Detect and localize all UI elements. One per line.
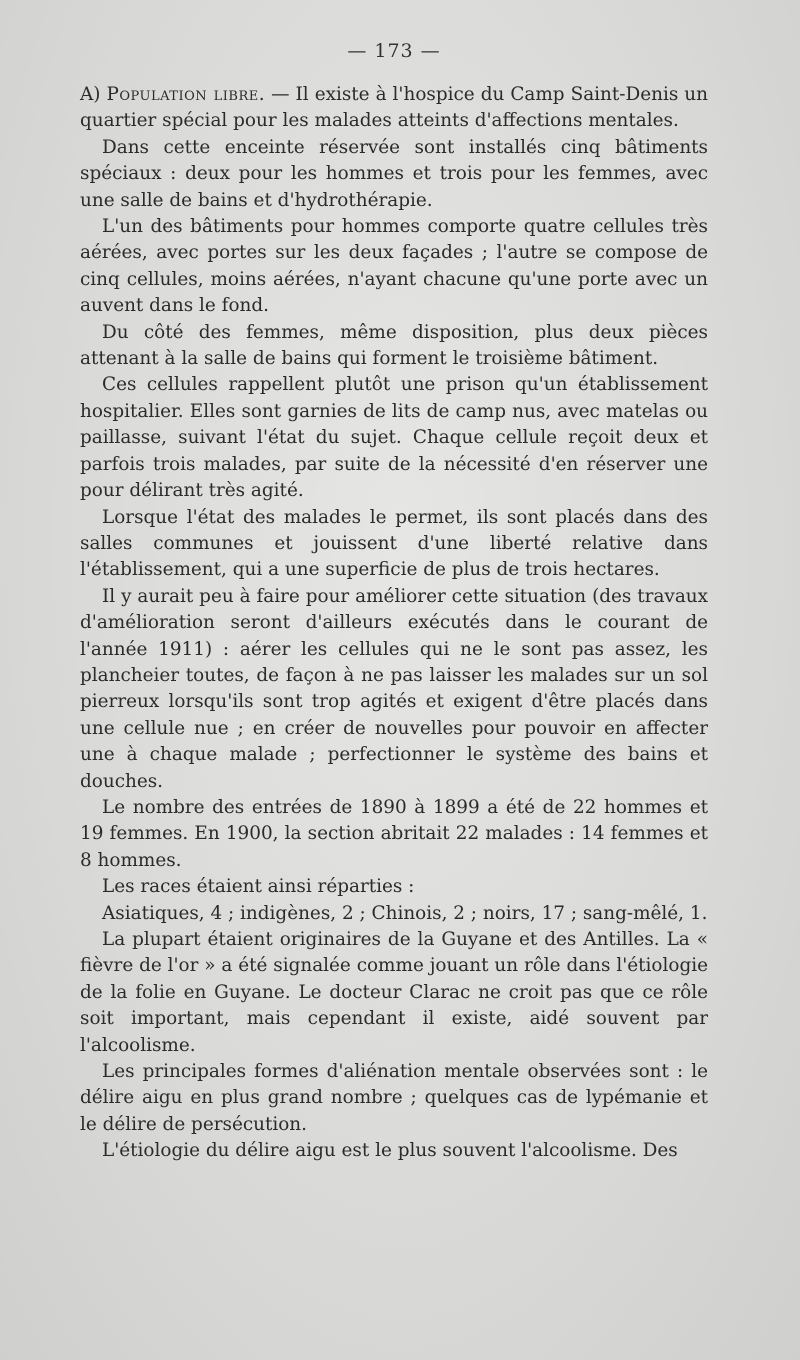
section-label: A) bbox=[80, 84, 107, 105]
page-number: — 173 — bbox=[347, 40, 441, 62]
paragraph-6: Il y aurait peu à faire pour améliorer cette situation (des travaux d'amélioration seront d'ailleurs exécutés dans le courant de l'année 1911) : aérer les cellules qui ne le sont pas assez, les plancheier toutes, de façon à ne pas laisser les malades sur un sol pierreux lorsqu'ils sont trop agités et exigent d'être placés dans une cellule nue ; en créer de nouvelles pour pouvoir en affecter une à chaque malade ; perfectionner le système des bains et douches. bbox=[80, 585, 708, 792]
paragraph-5: Lorsque l'état des malades le permet, ils sont placés dans des salles communes et jouissent d'une liberté relative dans l'établissement, qui a une superficie de plus de trois hectares. bbox=[80, 506, 708, 581]
section-opening-paragraph bbox=[80, 82, 708, 135]
paragraph-12: L'étiologie du délire aigu est le plus souvent l'alcoolisme. Des bbox=[102, 1140, 678, 1162]
section-intro: — Il existe à l'hospice du Camp Saint-Denis un quartier spécial pour les malades atteints d'affections mentales. bbox=[80, 84, 708, 132]
section-heading: Population libre. bbox=[106, 84, 266, 105]
paragraph-10: La plupart étaient originaires de la Guyane et des Antilles. La « fièvre de l'or » a été signalée comme jouant un rôle dans l'étiologie de la folie en Guyane. Le docteur Clarac ne croit pas que ce rôle soit important, mais cependant il existe, aidé souvent par l'alcoolisme. bbox=[80, 929, 708, 1056]
body-text bbox=[80, 82, 708, 1165]
paragraph-11: Les principales formes d'aliénation mentale observées sont : le délire aigu en plus grand nombre ; quelques cas de lypémanie et le délire de persécution. bbox=[80, 1061, 708, 1135]
paragraph-1: Dans cette enceinte réservée sont installés cinq bâtiments spéciaux : deux pour les hommes et trois pour les femmes, avec une salle de bains et d'hydrothérapie. bbox=[80, 136, 708, 211]
paragraph-8: Les races étaient ainsi réparties : bbox=[102, 876, 415, 898]
paragraph-3: Du côté des femmes, même disposition, plus deux pièces attenant à la salle de bains qui forment le troisième bâtiment. bbox=[80, 321, 708, 370]
paragraph-2: L'un des bâtiments pour hommes comporte quatre cellules très aérées, avec portes sur les deux façades ; l'autre se compose de cinq cellules, moins aérées, n'ayant chacune qu'une porte avec un auvent dans le fond. bbox=[80, 216, 708, 317]
paragraph-9: Asiatiques, 4 ; indigènes, 2 ; Chinois, 2 ; noirs, 17 ; sang-mêlé, 1. bbox=[102, 902, 708, 924]
paragraph-7: Le nombre des entrées de 1890 à 1899 a été de 22 hommes et 19 femmes. En 1900, la section abritait 22 malades : 14 femmes et 8 hommes. bbox=[80, 796, 708, 871]
paragraph-4: Ces cellules rappellent plutôt une prison qu'un établissement hospitalier. Elles sont garnies de lits de camp nus, avec matelas ou paillasse, suivant l'état du sujet. Chaque cellule reçoit deux et parfois trois malades, par suite de la nécessité d'en réserver une pour délirant très agité. bbox=[80, 374, 708, 502]
